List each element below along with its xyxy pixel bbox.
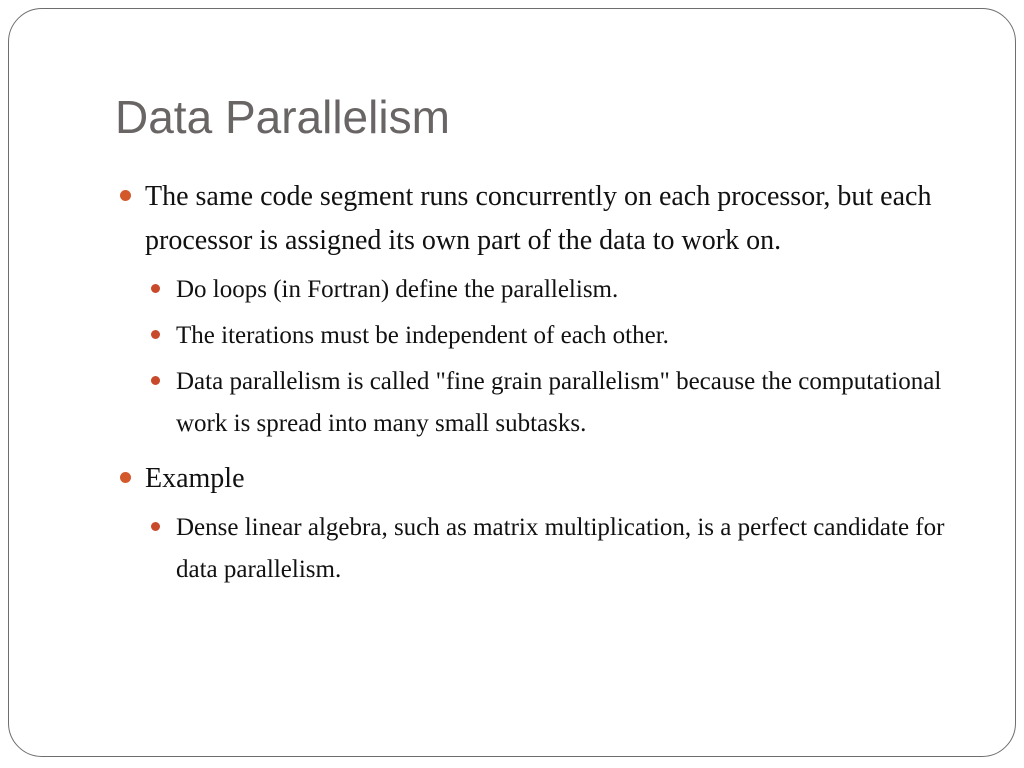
slide-title: Data Parallelism	[115, 91, 450, 143]
sub-bullet-text: Data parallelism is called "fine grain parallelism" because the computational work is spread into many small subtasks.	[176, 368, 942, 437]
slide-content	[115, 175, 985, 595]
bullet-text: The same code segment runs concurrently on each processor, but each processor is assigned its own part of the data to work on.	[145, 181, 932, 256]
sub-bullet-text: Dense linear algebra, such as matrix multiplication, is a perfect candidate for data parallelism.	[176, 514, 945, 583]
sub-bullet-text: Do loops (in Fortran) define the parallelism.	[176, 276, 619, 303]
bullet-item	[115, 175, 985, 263]
sub-bullet-item	[145, 507, 985, 591]
sub-bullet-dot-icon	[151, 522, 160, 531]
sub-bullet-dot-icon	[151, 330, 160, 339]
sub-bullet-item	[145, 269, 985, 311]
sub-bullet-item	[145, 361, 985, 445]
sub-bullet-item	[145, 315, 985, 357]
bullet-dot-icon	[120, 472, 131, 483]
sub-bullet-list	[115, 507, 985, 591]
sub-bullet-list	[115, 269, 985, 445]
sub-bullet-text: The iterations must be independent of each other.	[176, 322, 669, 349]
sub-bullet-dot-icon	[151, 284, 160, 293]
sub-bullet-dot-icon	[151, 376, 160, 385]
bullet-dot-icon	[120, 190, 131, 201]
bullet-item	[115, 457, 985, 501]
bullet-text: Example	[145, 463, 245, 494]
slide	[8, 8, 1016, 757]
